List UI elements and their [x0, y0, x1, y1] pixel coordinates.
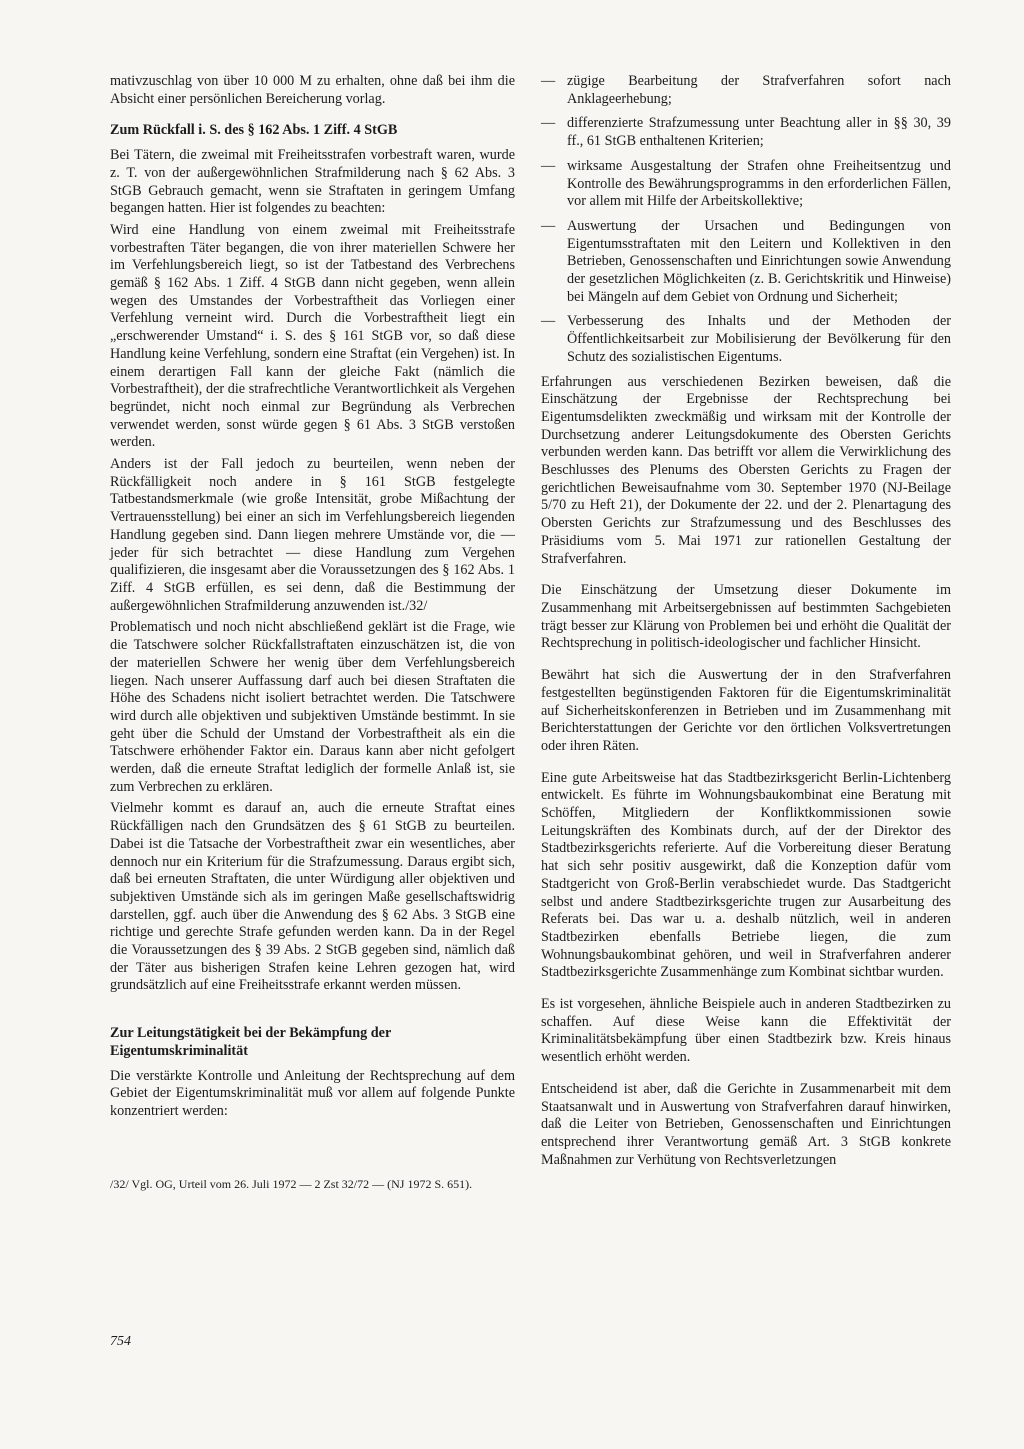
list-dash: —	[541, 217, 556, 234]
paragraph-arbeitsweise: Eine gute Arbeitsweise hat das Stadtbezirksgericht Berlin-Lichtenberg entwickelt. Es führte im Wohnungsbaukombinat eine Beratung mit Schöffen, Mitgliedern der Konfliktkommissionen sowie Leitungskräften des Kombinats durch, auf der der Direktor des Stadtbezirksgerichts referierte. Auf die Vorbereitung dieser Beratung hat sich sehr positiv ausgewirkt, daß die Konzeption dafür vom Stadtgericht von Groß-Berlin verabschiedet wurde. Das Stadtgericht selbst und andere Stadtbezirksgerichte trugen zur Ausarbeitung des Referats bei. Das war u. a. deshalb nützlich, weil in anderen Stadtbezirken ebenfalls Betriebe liegen, die zum Wohnungsbaukombinat gehören, und weil in Strafverfahren anderer Stadtbezirksgerichte Zusammenhänge zum Kombinat sichtbar wurden.	[541, 769, 951, 981]
paragraph-intro: mativzuschlag von über 10 000 M zu erhalten, ohne daß bei ihm die Absicht einer persönlichen Bereicherung vorlag.	[110, 73, 515, 107]
paragraph-vorgesehen: Es ist vorgesehen, ähnliche Beispiele auch in anderen Stadtbezirken zu schaffen. Auf diese Weise kann die Effektivität der Kriminalitätsbekämpfung über einen Stadtbezirk bzw. Kreis hinaus wesentlich erhöht werden.	[541, 996, 951, 1066]
paragraph-leitung: Die verstärkte Kontrolle und Anleitung der Rechtsprechung auf dem Gebiet der Eigentumskriminalität muß vor allem auf folgende Punkte konzentriert werden:	[110, 1067, 515, 1119]
list-item: — wirksame Ausgestaltung der Strafen ohne Freiheitsentzug und Kontrolle des Bewährungsprogramms in den erforderlichen Fällen, vor allem mit Hilfe der Arbeitskollektive;	[541, 157, 951, 210]
list-dash: —	[541, 313, 556, 330]
left-column	[110, 73, 515, 1192]
paragraph-rueckfall-2: Wird eine Handlung von einem zweimal mit Freiheitsstrafe vorbestraften Täter begangen, die von ihrer materiellen Schwere her im Verfehlungsbereich liegt, so ist der Tatbestand des Verbrechens gemäß § 162 Abs. 1 Ziff. 4 StGB dann nicht gegeben, wenn allein wegen des Umstandes der Vorbestraftheit das Vorliegen einer Verfehlung verneint wird. Durch die Vorbestraftheit liegt ein „erschwerender Umstand“ i. S. des § 161 StGB vor, so daß diese Handlung keine Verfehlung, sondern eine Straftat (ein Vergehen) ist. In einem derartigen Fall kann der gleiche Fakt (nämlich die Vorbestraftheit), der die strafrechtliche Verantwortlichkeit als Vergehen begründet, nicht noch einmal zur Begründung als Verbrechen verwendet werden, sonst würde gegen § 61 Abs. 3 StGB verstoßen werden.	[110, 221, 515, 451]
paragraph-bewaehrt: Bewährt hat sich die Auswertung der in den Strafverfahren festgestellten begünstigenden Faktoren für die Eigentumskriminalität auf Sicherheitskonferenzen in Betrieben und im Zusammenhang mit Berichterstattungen der Gerichte vor den örtlichen Volksvertretungen oder ihren Räten.	[541, 667, 951, 754]
paragraph-rueckfall-4: Problematisch und noch nicht abschließend geklärt ist die Frage, wie die Tatschwere solcher Rückfallstraftaten einzuschätzen ist, die von der materiellen Schwere her wenig über dem Verfehlungsbereich liegen. Nach unserer Auffassung darf auch bei diesen Straftaten die Höhe des Schadens nicht isoliert betrachtet werden. Die Tatschwere wird durch alle objektiven und subjektiven Umstände bestimmt. In sie geht über die Schuld der Umstand der Vorbestraftheit als ein die Tatschwere erhöhender Faktor ein. Daraus kann aber nicht gefolgert werden, daß die erneute Straftat lediglich der formelle Anlaß ist, sie zum Verbrechen zu erklären.	[110, 619, 515, 795]
heading-leitungstaetigkeit: Zur Leitungstätigkeit bei der Bekämpfung der Eigentumskriminalität	[110, 1025, 392, 1059]
list-item: — zügige Bearbeitung der Strafverfahren sofort nach Anklageerhebung;	[541, 73, 951, 107]
footnote-32: /32/ Vgl. OG, Urteil vom 26. Juli 1972 — 2 Zst 32/72 — (NJ 1972 S. 651).	[110, 1176, 473, 1191]
paragraph-rueckfall-3: Anders ist der Fall jedoch zu beurteilen, wenn neben der Rückfälligkeit noch andere in § 161 StGB festgelegte Tatbestandsmerkmale (wie große Intensität, grobe Mißachtung der Vertrauensstellung) bei einer an sich im Verfehlungsbereich liegenden Handlung gegeben sind. Dann liegen mehrere Umstände vor, die — jeder für sich betrachtet — diese Handlung zum Vergehen qualifizieren, die insgesamt aber die Voraussetzungen des § 162 Abs. 1 Ziff. 4 StGB erfüllen, es sei denn, daß die Bestimmung der außergewöhnlichen Strafmilderung anzuwenden ist./32/	[110, 456, 515, 614]
heading-rueckfall: Zum Rückfall i. S. des § 162 Abs. 1 Ziff. 4 StGB	[110, 122, 398, 139]
list-item: — Auswertung der Ursachen und Bedingungen von Eigentumsstraftaten mit den Leitern und Kollektiven in den Betrieben, Genossenschaften und Einrichtungen sowie Anwendung der gesetzlichen Möglichkeiten (z. B. Gerichtskritik und Hinweise) bei Mängeln auf dem Gebiet von Ordnung und Sicherheit;	[541, 217, 951, 305]
page-number: 754	[110, 1334, 131, 1349]
paragraph-rueckfall-5: Vielmehr kommt es darauf an, auch die erneute Straftat eines Rückfälligen nach den Grundsätzen des § 61 StGB zu beurteilen. Dabei ist die Tatsache der Vorbestraftheit zwar ein wesentliches, aber dennoch nur ein Kriterium für die Strafzumessung. Daraus ergibt sich, daß bei erneuten Straftaten, die unter Würdigung aller objektiven und subjektiven Umstände sich als im geringen Maße gesellschaftswidrig darstellen, ggf. auch über die Anwendung des § 62 Abs. 3 StGB eine richtige und gerechte Strafe gefunden werden kann. Da in der Regel die Voraussetzungen des § 39 Abs. 2 StGB gegeben sind, nämlich daß der Täter aus bisherigen Strafen keine Lehren gezogen hat, wird grundsätzlich auf eine Freiheitsstrafe erkannt werden müssen.	[110, 800, 515, 994]
paragraph-einschaetzung: Die Einschätzung der Umsetzung dieser Dokumente im Zusammenhang mit Arbeitsergebnissen auf bestimmten Sachgebieten trägt besser zur Klärung von Problemen bei und erhöht die Qualität der Rechtsprechung in politisch-ideologischer und fachlicher Hinsicht.	[541, 582, 951, 652]
paragraph-rueckfall-1: Bei Tätern, die zweimal mit Freiheitsstrafen vorbestraft waren, wurde z. T. von der außergewöhnlichen Strafmilderung nach § 62 Abs. 3 StGB Gebrauch gemacht, wenn sie Straftaten in geringem Umfang begangen hatten. Hier ist folgendes zu beachten:	[110, 147, 515, 217]
list-dash: —	[541, 157, 556, 174]
paragraph-entscheidend: Entscheidend ist aber, daß die Gerichte in Zusammenarbeit mit dem Staatsanwalt und in Auswertung von Strafverfahren darauf hinwirken, daß die Leiter von Betrieben, Genossenschaften und Einrichtungen entsprechend ihrer Verantwortung gemäß Art. 3 StGB konkrete Maßnahmen zur Verhütung von Rechtsverletzungen	[541, 1080, 951, 1168]
list-dash: —	[541, 73, 556, 89]
right-column	[541, 73, 951, 1169]
list-dash: —	[541, 115, 556, 132]
list-item: — differenzierte Strafzumessung unter Beachtung aller in §§ 30, 39 ff., 61 StGB enthaltenen Kriterien;	[541, 115, 951, 150]
paragraph-erfahrungen: Erfahrungen aus verschiedenen Bezirken beweisen, daß die Einschätzung der Ergebnisse der Rechtsprechung bei Eigentumsdelikten zweckmäßig und wirksam mit der Kontrolle der Durchsetzung anderer Leitungsdokumente des Obersten Gerichts verbunden werden kann. Das betrifft vor allem die Verwirklichung des Beschlusses des Plenums des Obersten Gerichts zu Fragen der gerichtlichen Beweisaufnahme vom 30. September 1970 (NJ-Beilage 5/70 zu Heft 21), der Dokumente der 22. und der 2. Plenartagung des Obersten Gerichts zur Strafzumessung und des Beschlusses des Präsidiums vom 5. Mai 1971 zur rationellen Gestaltung der Strafverfahren.	[541, 373, 951, 567]
measures-list	[541, 73, 951, 367]
list-item: — Verbesserung des Inhalts und der Methoden der Öffentlichkeitsarbeit zur Mobilisierung der Bevölkerung für den Schutz des sozialistischen Eigentums.	[541, 313, 951, 365]
